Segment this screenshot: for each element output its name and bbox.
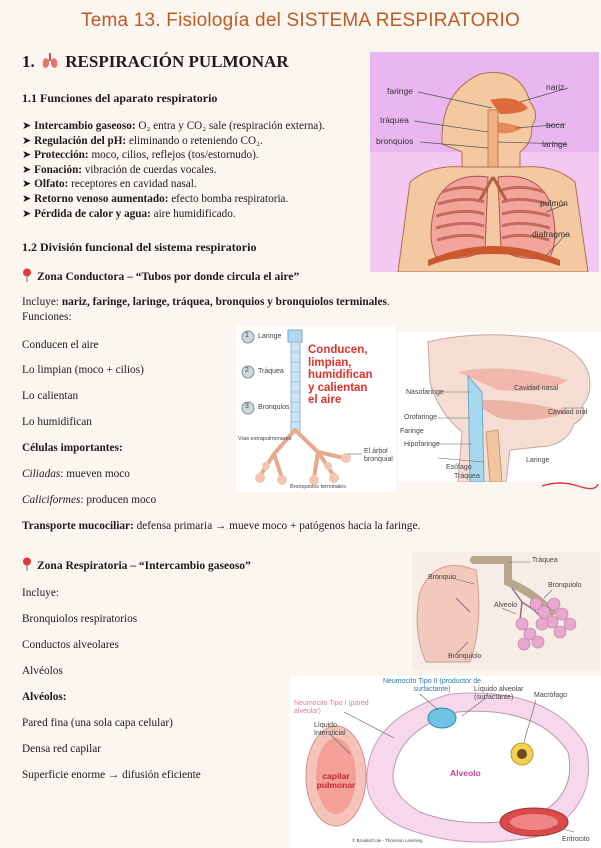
tree-side-label: Vías extrapulmonares <box>238 436 292 442</box>
label-bronquiolo: Bronquiolo <box>548 582 582 589</box>
conductora-item: Conducen el aire <box>22 339 99 351</box>
lungs-alveoli-illustration <box>412 552 600 670</box>
conductora-incluye: Incluye: nariz, faringe, laringe, tráquea, bronquios y bronquiolos terminales. <box>22 296 390 308</box>
zona-respiratoria-heading: Zona Respiratoria – “Intercambio gaseoso” <box>22 557 251 572</box>
label-liquido-alveolar: Líquido alveolar (surfactante) <box>474 686 524 701</box>
label-capilar: capilar pulmonar <box>316 771 356 790</box>
caliciformes-line: Caliciformes: producen moco <box>22 494 157 506</box>
label-nariz: nariz <box>546 82 565 92</box>
tree-number: 3 <box>245 403 249 410</box>
head-sagittal-figure <box>398 332 601 482</box>
tree-number: 1 <box>245 332 249 339</box>
label-laringe-head: Laringe <box>526 457 550 464</box>
pin-icon <box>22 557 32 571</box>
label-neumocito2: Neumocito Tipo II (productor de surfactante) <box>382 678 482 693</box>
section-number: 1. <box>22 52 35 71</box>
respiratoria-incluye: Incluye: <box>22 587 60 599</box>
lungs-icon <box>41 53 59 69</box>
label-orofaringe: Orofaringe <box>404 414 438 421</box>
label-eritrocito: Eritrocito <box>562 836 590 843</box>
celulas-label: Células importantes: <box>22 442 123 454</box>
label-traquea: tráquea <box>380 115 409 125</box>
label-bronquios: bronquios <box>376 136 414 146</box>
subheading-funciones: 1.1 Funciones del aparato respiratorio <box>22 91 218 105</box>
tree-bottom-label: Bronquiolos terminales <box>290 484 346 490</box>
arbol-label: El árbol bronquial <box>364 448 393 463</box>
respiratoria-item: Bronquiolos respiratorios <box>22 613 138 625</box>
label-diafragma: diafragma <box>532 229 570 239</box>
label-pulmon: pulmón <box>540 198 568 208</box>
anatomy-illustration <box>370 52 599 272</box>
label-faringe: faringe <box>387 86 413 96</box>
respiratory-anatomy-figure <box>370 52 599 272</box>
alveolos-label: Alvéolos: <box>22 691 67 703</box>
alveolos-item: Pared fina (una sola capa celular) <box>22 717 173 729</box>
list-item: ➤ Regulación del pH: eliminando o reteniendo CO₂. <box>22 134 263 147</box>
figure-credit: © Brooks/Cole - Thomson Learning <box>352 838 423 843</box>
transporte-line: Transporte mucociliar: defensa primaria → mueve moco + patógenos hacia la faringe. <box>22 520 421 532</box>
conductora-item: Lo calientan <box>22 390 79 402</box>
squiggle-decoration <box>540 478 600 492</box>
label-bronquiolo2: Bronquiolo <box>448 653 482 660</box>
respiratoria-item: Alvéolos <box>22 665 63 677</box>
label-faringe-head: Faringe <box>400 428 424 435</box>
label-bronquio: Bronquio <box>428 574 457 581</box>
pin-icon <box>22 268 32 282</box>
tree-label: Tráquea <box>258 368 284 375</box>
list-item: ➤ Retorno venoso aumentado: efecto bomba respiratoria. <box>22 192 289 205</box>
tree-number: 2 <box>245 367 249 374</box>
tree-label: Bronquios <box>258 404 290 411</box>
alveolos-item: Densa red capilar <box>22 743 102 755</box>
tree-red-title: Conducen, limpian, humidifican y calientan el aire <box>308 344 373 406</box>
label-macrofago: Macrófago <box>534 692 568 699</box>
lungs-alveoli-figure <box>412 552 600 670</box>
label-liquido-intersticial: Líquido Intersticial <box>314 722 346 737</box>
label-cavidad-nasal: Cavidad nasal <box>514 385 559 392</box>
label-nasofaringe: Nasofaringe <box>406 389 444 396</box>
list-item: ➤ Fonación: vibración de cuerdas vocales. <box>22 163 217 176</box>
page-title: Tema 13. Fisiología del SISTEMA RESPIRATORIO <box>81 10 520 31</box>
label-traquea-lungs: Tráquea <box>532 557 558 564</box>
label-laringe: laringe <box>542 139 568 149</box>
section-title: RESPIRACIÓN PULMONAR <box>65 52 289 71</box>
label-esofago: Esófago <box>446 464 472 471</box>
conductora-item: Lo limpian (moco + cilios) <box>22 364 144 376</box>
tree-label: Laringe <box>258 333 282 340</box>
conductora-item: Lo humidifican <box>22 416 92 428</box>
label-traquea-head: Tráquea <box>454 473 480 480</box>
ciliadas-line: Ciliadas: mueven moco <box>22 468 130 480</box>
alveolos-item: Superficie enorme → difusión eficiente <box>22 769 201 781</box>
respiratoria-item: Conductos alveolares <box>22 639 119 651</box>
bronchial-tree-figure <box>236 326 396 492</box>
functions-list <box>22 119 367 221</box>
label-neumocito1: Neumocito Tipo I (pared alveolar) <box>294 700 369 715</box>
label-alveolo-lungs: Alveolo <box>494 602 517 609</box>
subheading-division: 1.2 División funcional del sistema respiratorio <box>22 240 257 254</box>
alveolus-figure <box>290 676 601 848</box>
zona-conductora-heading: Zona Conductora – “Tubos por donde circula el aire” <box>22 268 299 283</box>
label-hipofaringe: Hipofaringe <box>404 441 440 448</box>
list-item: ➤ Pérdida de calor y agua: aire humidificado. <box>22 207 236 220</box>
label-boca: boca <box>546 120 565 130</box>
list-item: ➤ Olfato: receptores en cavidad nasal. <box>22 178 197 191</box>
section-heading <box>22 52 289 72</box>
list-item: ➤ Protección: moco, cilios, reflejos (tos/estornudo). <box>22 149 259 162</box>
label-cavidad-oral: Cavidad oral <box>548 409 588 416</box>
list-item: ➤ Intercambio gaseoso: O₂ entra y CO₂ sale (respiración externa). <box>22 120 325 132</box>
conductora-funciones-label: Funciones: <box>22 311 72 323</box>
label-alveolo-center: Alveolo <box>450 768 481 778</box>
head-sagittal-illustration <box>398 332 601 482</box>
